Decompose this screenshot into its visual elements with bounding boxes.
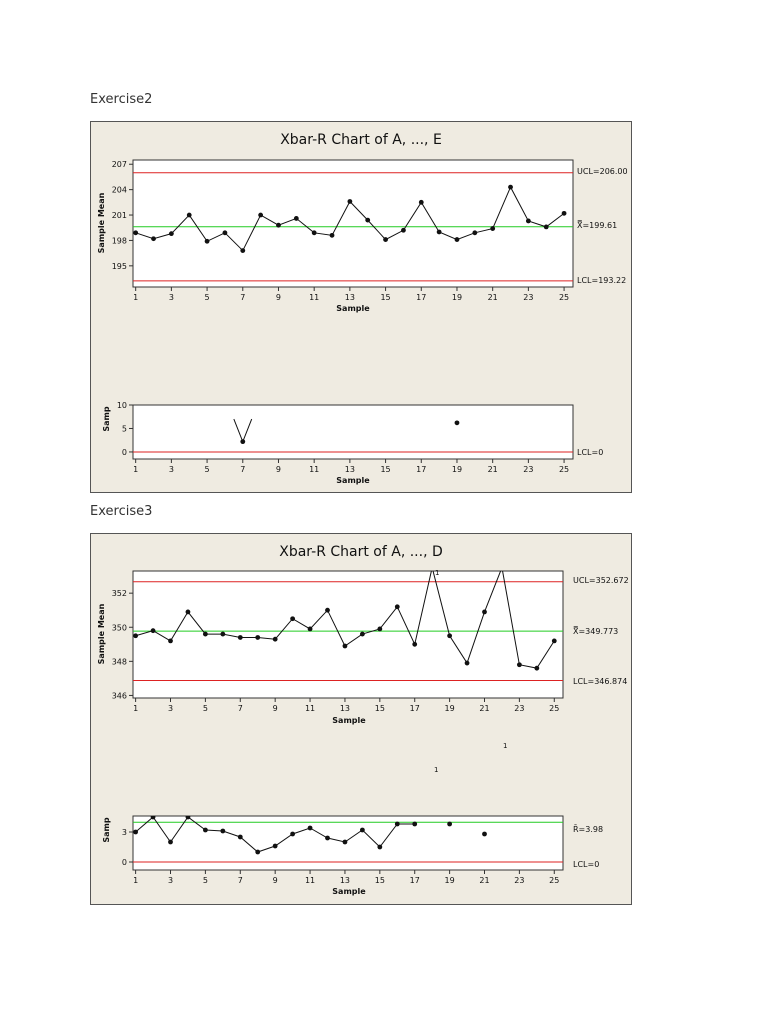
- data-point: [447, 822, 452, 827]
- xtick-label: 7: [240, 293, 246, 302]
- data-point: [455, 420, 460, 425]
- data-point: [308, 826, 313, 831]
- exercise3-xbar-flag-18: 1: [435, 569, 440, 577]
- data-point: [133, 830, 138, 835]
- data-point: [273, 844, 278, 849]
- ytick-label: 198: [111, 236, 127, 246]
- data-point: [168, 840, 173, 845]
- data-point: [544, 224, 549, 229]
- data-point: [258, 213, 263, 218]
- xtick-label: 3: [168, 293, 174, 302]
- xtick-label: 9: [272, 876, 278, 885]
- data-point: [151, 628, 156, 633]
- ytick-label: 3: [121, 828, 127, 837]
- xtick-label: 7: [237, 704, 243, 713]
- data-point: [482, 610, 487, 615]
- data-point: [205, 239, 210, 244]
- ytick-label: 204: [111, 185, 127, 195]
- xtick-label: 21: [479, 876, 490, 885]
- data-point: [255, 635, 260, 640]
- xtick-label: 5: [202, 704, 208, 713]
- data-point: [437, 230, 442, 235]
- xtick-label: 13: [344, 293, 355, 302]
- xtick-label: 21: [479, 704, 490, 713]
- xtick-label: 11: [309, 293, 320, 302]
- exercise2-range-plot-area: [133, 405, 573, 459]
- xtick-label: 25: [549, 704, 560, 713]
- data-point: [240, 439, 245, 444]
- xtick-label: 21: [487, 465, 498, 474]
- xtick-label: 9: [275, 465, 282, 474]
- data-point: [151, 815, 156, 820]
- data-point: [377, 627, 382, 632]
- data-point: [455, 237, 460, 242]
- ytick-label: 5: [121, 424, 127, 434]
- xtick-label: 15: [380, 293, 391, 302]
- data-point: [472, 230, 477, 235]
- exercise3-lcl-label: LCL=346.874: [573, 677, 628, 686]
- xtick-label: 25: [558, 465, 570, 474]
- data-point: [377, 845, 382, 850]
- xtick-label: 15: [374, 876, 385, 885]
- xtick-label: 11: [309, 465, 320, 474]
- xtick-label: 1: [133, 876, 139, 885]
- data-point: [203, 632, 208, 637]
- data-point: [276, 223, 281, 228]
- data-point: [430, 565, 435, 570]
- data-point: [395, 604, 400, 609]
- ytick-label: 352: [111, 589, 127, 599]
- xtick-label: 17: [409, 704, 420, 713]
- xtick-label: 23: [514, 876, 525, 885]
- data-point: [395, 822, 400, 827]
- xtick-label: 19: [444, 876, 455, 885]
- xtick-label: 11: [304, 704, 316, 713]
- data-point: [238, 835, 243, 840]
- data-point: [294, 216, 299, 221]
- data-point: [401, 228, 406, 233]
- xtick-label: 7: [240, 465, 246, 474]
- xtick-label: 13: [344, 465, 355, 474]
- ytick-label: 201: [111, 211, 127, 221]
- data-point: [412, 642, 417, 647]
- exercise2-range-ylabel: Samp: [102, 406, 111, 432]
- exercise2-chart-title: Xbar-R Chart of A, ..., E: [280, 132, 442, 148]
- ytick-label: 10: [116, 401, 127, 410]
- data-point: [220, 632, 225, 637]
- data-point: [517, 662, 522, 667]
- exercise2-range-xlabel: Sample: [336, 476, 370, 485]
- xtick-label: 13: [339, 876, 351, 885]
- xtick-label: 21: [487, 293, 498, 302]
- data-point: [508, 185, 513, 190]
- data-point: [273, 637, 278, 642]
- xtick-label: 23: [514, 704, 525, 713]
- data-point: [526, 219, 531, 224]
- data-point: [186, 815, 191, 820]
- data-point: [365, 218, 370, 223]
- exercise3-xbar-ylabel: Sample Mean: [97, 603, 106, 665]
- xtick-label: 19: [451, 293, 463, 302]
- xtick-label: 23: [523, 293, 534, 302]
- data-point: [552, 638, 557, 643]
- exercise3-range-ylabel: Samp: [102, 817, 111, 843]
- xtick-label: 1: [133, 704, 139, 713]
- xtick-label: 5: [204, 465, 210, 474]
- exercise2-chart-svg: [91, 122, 631, 492]
- exercise2-range-lcl-label: LCL=0: [577, 448, 604, 457]
- data-point: [255, 850, 260, 855]
- data-point: [186, 610, 191, 615]
- data-point: [325, 836, 330, 841]
- exercise2-center-label: X̿=199.61: [577, 221, 618, 230]
- exercise3-label: Exercise3: [90, 504, 153, 519]
- xtick-label: 3: [168, 465, 174, 474]
- data-point: [347, 199, 352, 204]
- ytick-label: 0: [121, 447, 127, 457]
- exercise2-chart-panel: [90, 121, 632, 493]
- xtick-label: 19: [451, 465, 463, 474]
- data-point: [343, 644, 348, 649]
- xtick-label: 1: [133, 293, 139, 302]
- data-point: [240, 248, 245, 253]
- data-point: [360, 828, 365, 833]
- data-point: [223, 230, 228, 235]
- exercise3-ucl-label: UCL=352.672: [573, 576, 629, 585]
- data-point: [383, 237, 388, 242]
- xtick-label: 3: [167, 704, 174, 713]
- xtick-label: 5: [202, 876, 208, 885]
- exercise3-center-label: X̿=349.773: [573, 627, 619, 636]
- xtick-label: 15: [380, 465, 391, 474]
- data-point: [343, 840, 348, 845]
- exercise2-xbar-xlabel: Sample: [336, 304, 370, 313]
- xtick-label: 1: [133, 465, 139, 474]
- data-point: [562, 211, 567, 216]
- xtick-label: 11: [304, 876, 316, 885]
- data-point: [465, 661, 470, 666]
- exercise3-xbar-plot-area: [133, 571, 563, 698]
- data-point: [169, 231, 174, 236]
- xtick-label: 13: [339, 704, 351, 713]
- data-point: [220, 829, 225, 834]
- data-point: [500, 565, 505, 570]
- data-point: [330, 233, 335, 238]
- xtick-label: 17: [409, 876, 420, 885]
- exercise3-chart-title: Xbar-R Chart of A, ..., D: [279, 544, 443, 560]
- data-point: [290, 832, 295, 837]
- xtick-label: 19: [444, 704, 455, 713]
- data-point: [447, 633, 452, 638]
- xtick-label: 15: [374, 704, 385, 713]
- xtick-label: 3: [167, 876, 174, 885]
- data-point: [203, 828, 208, 833]
- data-point: [534, 666, 539, 671]
- xtick-label: 23: [523, 465, 534, 474]
- exercise2-xbar-plot-area: [133, 160, 573, 287]
- exercise3-range-lcl-label: LCL=0: [573, 860, 600, 869]
- xtick-label: 25: [558, 293, 570, 302]
- xtick-label: 17: [416, 465, 427, 474]
- exercise3-range-flag-18: 1: [434, 766, 439, 774]
- exercise3-chart-panel: [90, 533, 632, 905]
- exercise2-lcl-label: LCL=193.22: [577, 276, 627, 285]
- exercise3-range-xlabel: Sample: [332, 887, 366, 896]
- exercise3-chart-svg: [91, 534, 631, 904]
- xtick-label: 9: [272, 704, 278, 713]
- xtick-label: 17: [416, 293, 427, 302]
- ytick-label: 346: [111, 691, 127, 701]
- xtick-label: 5: [204, 293, 210, 302]
- xtick-label: 25: [549, 876, 560, 885]
- ytick-label: 0: [121, 858, 127, 867]
- ytick-label: 195: [111, 261, 127, 271]
- data-point: [290, 616, 295, 621]
- data-point: [133, 633, 138, 638]
- ytick-label: 350: [111, 623, 127, 633]
- data-point: [482, 832, 487, 837]
- data-point: [187, 213, 192, 218]
- data-point: [308, 627, 313, 632]
- data-point: [490, 226, 495, 231]
- data-point: [312, 230, 317, 235]
- data-point: [325, 608, 330, 613]
- data-point: [360, 632, 365, 637]
- exercise3-range-center-label: R̄=3.98: [573, 825, 604, 834]
- xtick-label: 9: [275, 293, 282, 302]
- data-point: [238, 635, 243, 640]
- data-point: [168, 638, 173, 643]
- exercise2-xbar-ylabel: Sample Mean: [97, 192, 106, 254]
- ytick-label: 348: [111, 657, 127, 667]
- exercise2-label: Exercise2: [90, 92, 153, 107]
- data-point: [133, 230, 138, 235]
- data-point: [419, 200, 424, 205]
- exercise2-ucl-label: UCL=206.00: [577, 167, 628, 176]
- exercise3-xbar-xlabel: Sample: [332, 716, 366, 725]
- data-point: [151, 236, 156, 241]
- data-point: [412, 822, 417, 827]
- exercise3-xbar-flag-22: 1: [503, 742, 508, 750]
- xtick-label: 7: [237, 876, 243, 885]
- ytick-label: 207: [111, 160, 127, 170]
